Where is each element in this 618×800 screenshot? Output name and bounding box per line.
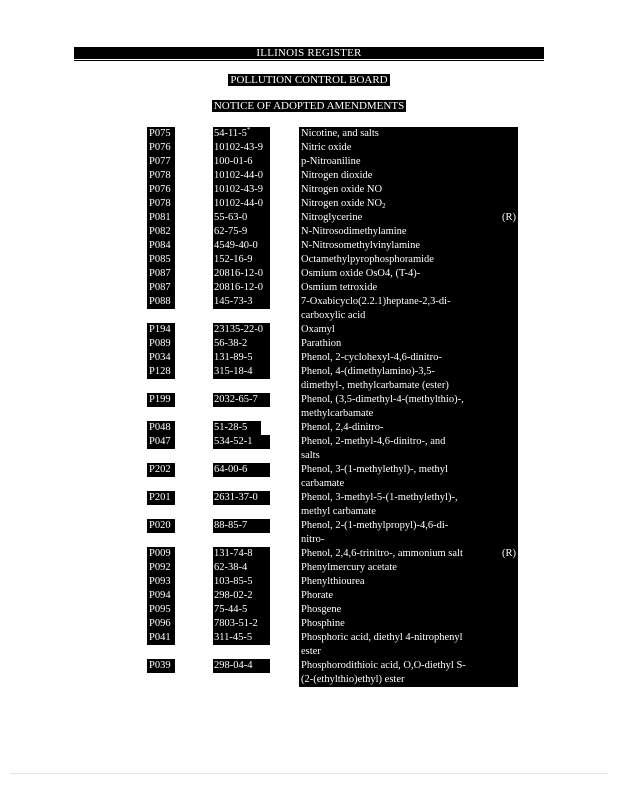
substance-name-line xyxy=(301,127,518,141)
substance-name-line xyxy=(301,169,518,183)
cas-number xyxy=(213,267,270,281)
cas-number xyxy=(213,575,270,589)
waste-code: P076 xyxy=(147,141,175,155)
substance-name-text: Oxamyl xyxy=(301,324,335,335)
substance-name xyxy=(299,589,518,603)
waste-code: P199 xyxy=(147,393,175,407)
cas-number xyxy=(213,491,270,505)
cas-number-text: 145-73-3 xyxy=(214,296,253,307)
substance-name-line xyxy=(301,533,518,547)
waste-code: P041 xyxy=(147,631,175,645)
cas-number xyxy=(213,155,270,169)
cas-number-text: 88-85-7 xyxy=(214,520,248,531)
table-row xyxy=(147,239,518,253)
substance-name-text: Phenol, 2-cyclohexyl-4,6-dinitro- xyxy=(301,352,442,363)
substance-name xyxy=(299,323,518,337)
cas-number xyxy=(213,393,270,407)
waste-code: P082 xyxy=(147,225,175,239)
table-row xyxy=(147,127,518,141)
substance-name-line xyxy=(301,267,518,281)
waste-code: P094 xyxy=(147,589,175,603)
table-row xyxy=(147,561,518,575)
cas-number xyxy=(213,253,270,267)
cas-number-text: 23135-22-0 xyxy=(214,324,263,335)
cas-number xyxy=(213,351,270,365)
substance-name-text: Nitrogen oxide NO xyxy=(301,184,383,195)
table-row xyxy=(147,575,518,589)
substance-name-line xyxy=(301,379,518,393)
substance-name-line xyxy=(301,645,518,659)
substance-name xyxy=(299,463,518,491)
waste-code: P096 xyxy=(147,617,175,631)
cas-number xyxy=(213,631,270,645)
substance-name-line xyxy=(301,155,518,169)
substance-name xyxy=(299,197,518,211)
substance-name xyxy=(299,659,518,687)
substance-name-text: Parathion xyxy=(301,338,342,349)
cas-number-text: 56-38-2 xyxy=(214,338,248,349)
notice-heading xyxy=(0,100,618,112)
cas-number-text: 298-02-2 xyxy=(214,590,253,601)
waste-code: P020 xyxy=(147,519,175,533)
cas-number xyxy=(213,225,270,239)
waste-code: P089 xyxy=(147,337,175,351)
cas-number xyxy=(213,323,270,337)
substance-name-text: ester xyxy=(301,646,321,657)
table-row xyxy=(147,547,518,561)
cas-number-text: 54-11-5 xyxy=(214,128,247,139)
cas-number-text: 2032-65-7 xyxy=(214,394,258,405)
substance-name-line xyxy=(301,519,518,533)
table-row xyxy=(147,225,518,239)
substance-name-text: Phorate xyxy=(301,590,334,601)
table-row xyxy=(147,211,518,225)
register-header: ILLINOIS REGISTER xyxy=(74,47,544,59)
substance-name-text: carboxylic acid xyxy=(301,310,366,321)
substance-name-text: Octamethylpyrophosphoramide xyxy=(301,254,434,265)
substance-name-text: Phosphine xyxy=(301,618,345,629)
substance-name-text: N-Nitrosodimethylamine xyxy=(301,226,407,237)
table-row xyxy=(147,393,518,421)
substance-name-line xyxy=(301,631,518,645)
substance-name xyxy=(299,127,518,141)
substance-name xyxy=(299,239,518,253)
substance-name-text: Phenol, 3-methyl-5-(1-methylethyl)-, xyxy=(301,492,458,503)
table-row xyxy=(147,617,518,631)
cas-number xyxy=(213,141,270,155)
substance-name-text: Nicotine, and salts xyxy=(301,128,379,139)
cas-number xyxy=(213,211,270,225)
substance-name xyxy=(299,575,518,589)
footer-rule xyxy=(10,773,608,774)
substance-name-line xyxy=(301,309,518,323)
substance-name xyxy=(299,519,518,547)
substance-name xyxy=(299,295,518,323)
substance-name-text: Phosphorodithioic acid, O,O-diethyl S- xyxy=(301,660,466,671)
substance-name-line xyxy=(301,547,518,561)
waste-code: P075 xyxy=(147,127,175,141)
substance-name-text: Nitroglycerine xyxy=(301,212,363,223)
waste-code: P047 xyxy=(147,435,175,449)
substance-name-line xyxy=(301,323,518,337)
cas-number-text: 20816-12-0 xyxy=(214,268,263,279)
substance-name-text: N-Nitrosomethylvinylamine xyxy=(301,240,420,251)
table-row xyxy=(147,141,518,155)
substance-name-line xyxy=(301,337,518,351)
substance-name-line xyxy=(301,211,518,225)
substance-name-text: (2-(ethylthio)ethyl) ester xyxy=(301,674,405,685)
cas-number-text: 298-04-4 xyxy=(214,660,253,671)
waste-code: P095 xyxy=(147,603,175,617)
substance-name-line xyxy=(301,197,518,211)
substance-name-text: Phenylmercury acetate xyxy=(301,562,397,573)
substance-name-line xyxy=(301,435,518,449)
subscript: 2 xyxy=(382,202,386,210)
table-row xyxy=(147,365,518,393)
cas-number xyxy=(213,281,270,295)
substance-name-line xyxy=(301,239,518,253)
substance-name xyxy=(299,491,518,519)
cas-number-text: 315-18-4 xyxy=(214,366,253,377)
cas-number xyxy=(213,547,270,561)
cas-number-text: 10102-44-0 xyxy=(214,198,263,209)
table-row xyxy=(147,281,518,295)
cas-number xyxy=(213,337,270,351)
substance-name-line xyxy=(301,617,518,631)
cas-number-text: 62-75-9 xyxy=(214,226,248,237)
substance-name-text: Nitrogen oxide NO xyxy=(301,198,383,209)
substance-name xyxy=(299,365,518,393)
substance-name-line xyxy=(301,421,518,435)
cas-number xyxy=(213,239,270,253)
cas-number-text: 10102-44-0 xyxy=(214,170,263,181)
table-row xyxy=(147,435,518,463)
substance-name-text: Phenol, 2,4-dinitro- xyxy=(301,422,384,433)
table-row xyxy=(147,169,518,183)
substance-name xyxy=(299,141,518,155)
cas-number-text: 75-44-5 xyxy=(214,604,248,615)
substance-name-text: Nitric oxide xyxy=(301,142,352,153)
cas-number-text: 131-74-8 xyxy=(214,548,253,559)
substance-name-line xyxy=(301,603,518,617)
cas-number xyxy=(213,365,270,379)
cas-number-text: 152-16-9 xyxy=(214,254,253,265)
board-heading-text: POLLUTION CONTROL BOARD xyxy=(230,74,388,86)
substance-name-line xyxy=(301,561,518,575)
substance-name xyxy=(299,435,518,463)
waste-code: P034 xyxy=(147,351,175,365)
substance-name-line xyxy=(301,407,518,421)
substance-name-line xyxy=(301,225,518,239)
cas-number xyxy=(213,183,270,197)
substance-name-line xyxy=(301,295,518,309)
substance-name xyxy=(299,267,518,281)
cas-number-text: 131-89-5 xyxy=(214,352,253,363)
substance-name-text: Phenol, 2,4,6-trinitro-, ammonium salt xyxy=(301,548,463,559)
cas-number-text: 64-00-6 xyxy=(214,464,248,475)
substance-name-line xyxy=(301,491,518,505)
substance-name-text: 7-Oxabicyclo(2.2.1)heptane-2,3-di- xyxy=(301,296,451,307)
cas-number-text: 51-28-5 xyxy=(214,422,248,433)
substance-name-text: nitro- xyxy=(301,534,325,545)
waste-code: P087 xyxy=(147,267,175,281)
substance-name-line xyxy=(301,659,518,673)
substance-name-line xyxy=(301,183,518,197)
cas-number xyxy=(213,169,270,183)
table-row xyxy=(147,463,518,491)
substance-name-line xyxy=(301,351,518,365)
substance-name-line xyxy=(301,253,518,267)
substance-name xyxy=(299,561,518,575)
table-row xyxy=(147,267,518,281)
cas-number xyxy=(213,519,270,533)
table-row xyxy=(147,337,518,351)
substance-name xyxy=(299,547,518,561)
waste-code: P078 xyxy=(147,197,175,211)
table-row xyxy=(147,421,518,435)
waste-code: P093 xyxy=(147,575,175,589)
table-row xyxy=(147,197,518,211)
table-row xyxy=(147,323,518,337)
substance-name-line xyxy=(301,673,518,687)
substance-name-line xyxy=(301,449,518,463)
cas-footnote-mark: * xyxy=(246,127,251,134)
substance-name-line xyxy=(301,141,518,155)
reactivity-flag: (R) xyxy=(502,212,516,223)
waste-code: P009 xyxy=(147,547,175,561)
cas-number-text: 7803-51-2 xyxy=(214,618,258,629)
waste-code: P202 xyxy=(147,463,175,477)
table-row xyxy=(147,603,518,617)
substance-name xyxy=(299,393,518,421)
substance-name xyxy=(299,169,518,183)
substance-name-text: Phenylthiourea xyxy=(301,576,365,587)
reactivity-flag: (R) xyxy=(502,548,516,559)
substance-name-text: Phenol, 2-methyl-4,6-dinitro-, and xyxy=(301,436,446,447)
table-row xyxy=(147,491,518,519)
substance-name-text: Osmium oxide OsO4, (T-4)- xyxy=(301,268,421,279)
table-row xyxy=(147,659,518,687)
table-row xyxy=(147,253,518,267)
substance-name xyxy=(299,183,518,197)
cas-number xyxy=(213,295,270,309)
cas-number xyxy=(213,421,261,435)
cas-number xyxy=(213,589,270,603)
substance-name xyxy=(299,631,518,659)
substance-name-text: carbamate xyxy=(301,478,345,489)
cas-number-text: 20816-12-0 xyxy=(214,282,263,293)
table-row xyxy=(147,519,518,547)
substance-name xyxy=(299,337,518,351)
waste-code: P039 xyxy=(147,659,175,673)
substance-name-line xyxy=(301,281,518,295)
cas-number xyxy=(213,463,270,477)
waste-code: P081 xyxy=(147,211,175,225)
table-row xyxy=(147,155,518,169)
waste-code: P128 xyxy=(147,365,175,379)
substance-name xyxy=(299,421,518,435)
cas-number xyxy=(213,617,270,631)
substance-name-text: methyl carbamate xyxy=(301,506,376,517)
waste-code: P078 xyxy=(147,169,175,183)
waste-code: P076 xyxy=(147,183,175,197)
cas-number-text: 103-85-5 xyxy=(214,576,253,587)
substance-name-text: salts xyxy=(301,450,320,461)
substance-name-line xyxy=(301,477,518,491)
substance-name-line xyxy=(301,575,518,589)
cas-number-text: 10102-43-9 xyxy=(214,184,263,195)
cas-number xyxy=(213,603,270,617)
cas-number-text: 4549-40-0 xyxy=(214,240,258,251)
waste-code: P084 xyxy=(147,239,175,253)
table-row xyxy=(147,631,518,659)
cas-number-text: 2631-37-0 xyxy=(214,492,258,503)
cas-number xyxy=(213,659,270,673)
cas-number-text: 534-52-1 xyxy=(214,436,253,447)
cas-number-text: 55-63-0 xyxy=(214,212,248,223)
substance-name xyxy=(299,155,518,169)
substance-name-text: Phosphoric acid, diethyl 4-nitrophenyl xyxy=(301,632,463,643)
substance-name xyxy=(299,603,518,617)
substance-name-line xyxy=(301,393,518,407)
substance-name-text: Phenol, (3,5-dimethyl-4-(methylthio)-, xyxy=(301,394,464,405)
waste-code: P201 xyxy=(147,491,175,505)
substance-name-text: Phosgene xyxy=(301,604,342,615)
substance-name-line xyxy=(301,463,518,477)
cas-number-text: 10102-43-9 xyxy=(214,142,263,153)
waste-code: P077 xyxy=(147,155,175,169)
substance-name-text: Nitrogen dioxide xyxy=(301,170,373,181)
table-row xyxy=(147,183,518,197)
board-heading xyxy=(0,74,618,86)
substance-name-line xyxy=(301,505,518,519)
header-rule xyxy=(74,60,544,61)
hazardous-waste-table xyxy=(147,127,518,687)
table-row xyxy=(147,295,518,323)
cas-number xyxy=(213,435,270,449)
cas-number xyxy=(213,197,270,211)
substance-name-text: p-Nitroaniline xyxy=(301,156,361,167)
waste-code: P085 xyxy=(147,253,175,267)
waste-code: P088 xyxy=(147,295,175,309)
substance-name-text: methylcarbamate xyxy=(301,408,374,419)
cas-number-text: 100-01-6 xyxy=(214,156,253,167)
cas-number xyxy=(213,561,270,575)
table-row xyxy=(147,351,518,365)
substance-name-text: Phenol, 2-(1-methylpropyl)-4,6-di- xyxy=(301,520,449,531)
table-row xyxy=(147,589,518,603)
notice-heading-text: NOTICE OF ADOPTED AMENDMENTS xyxy=(213,100,405,112)
substance-name-text: Osmium tetroxide xyxy=(301,282,378,293)
substance-name-text: Phenol, 4-(dimethylamino)-3,5- xyxy=(301,366,435,377)
substance-name-line xyxy=(301,365,518,379)
waste-code: P194 xyxy=(147,323,175,337)
waste-code: P048 xyxy=(147,421,175,435)
substance-name xyxy=(299,351,518,365)
substance-name xyxy=(299,253,518,267)
substance-name xyxy=(299,281,518,295)
substance-name xyxy=(299,211,518,225)
waste-code: P087 xyxy=(147,281,175,295)
substance-name-text: dimethyl-, methylcarbamate (ester) xyxy=(301,380,449,391)
cas-number-text: 311-45-5 xyxy=(214,632,253,643)
substance-name xyxy=(299,225,518,239)
substance-name xyxy=(299,617,518,631)
cas-number xyxy=(213,127,270,141)
waste-code: P092 xyxy=(147,561,175,575)
substance-name-text: Phenol, 3-(1-methylethyl)-, methyl xyxy=(301,464,448,475)
cas-number-text: 62-38-4 xyxy=(214,562,248,573)
substance-name-line xyxy=(301,589,518,603)
